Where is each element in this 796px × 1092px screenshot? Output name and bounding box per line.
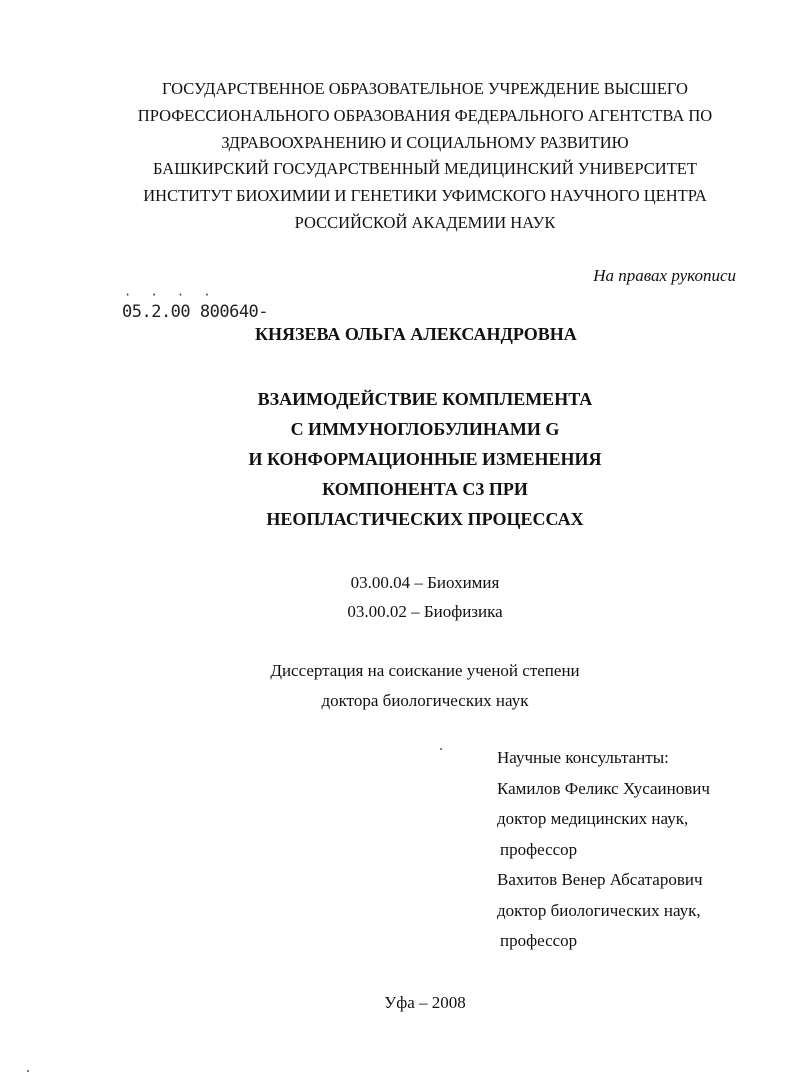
consultant-degree: доктор биологических наук, [497,900,701,920]
manuscript-rights-note: На правах рукописи [593,266,736,285]
degree-statement [0,656,796,716]
institution-line: ГОСУДАРСТВЕННОЕ ОБРАЗОВАТЕЛЬНОЕ УЧРЕЖДЕНИЕ ВЫСШЕГО [162,79,688,98]
consultants-heading: Научные консультанты: [497,748,669,767]
consultant-name: Камилов Феликс Хусаинович [497,778,710,798]
author-name: КНЯЗЕВА ОЛЬГА АЛЕКСАНДРОВНА [255,324,577,344]
institution-line: ПРОФЕССИОНАЛЬНОГО ОБРАЗОВАНИЯ ФЕДЕРАЛЬНОГО АГЕНТСТВА ПО [137,105,713,125]
institution-line: ИНСТИТУТ БИОХИМИИ И ГЕНЕТИКИ УФИМСКОГО НАУЧНОГО ЦЕНТРА [143,186,707,206]
scan-speck [440,748,442,750]
institution-line: ЗДРАВООХРАНЕНИЮ И СОЦИАЛЬНОМУ РАЗВИТИЮ [221,132,629,152]
title-line: С ИММУНОГЛОБУЛИНАМИ G [290,419,560,439]
consultant-title: профессор [500,839,578,859]
degree-line: Диссертация на соискание ученой степени [270,661,580,680]
library-stamp-number: 05.2.00 800640- [122,302,269,322]
title-line: И КОНФОРМАЦИОННЫЕ ИЗМЕНЕНИЯ [248,449,602,469]
specialty-biophysics: 03.00.02 – Биофизика [347,602,503,621]
city-year: Уфа – 2008 [384,993,466,1012]
title-line: ВЗАИМОДЕЙСТВИЕ КОМПЛЕМЕНТА [257,389,593,409]
specialty-codes [0,568,796,626]
consultant-name: Вахитов Венер Абсатарович [497,870,703,889]
consultant-degree: доктор медицинских наук, [497,809,689,828]
scan-speck [27,1070,29,1072]
degree-line: доктора биологических наук [321,691,529,710]
institution-line: РОССИЙСКОЙ АКАДЕМИИ НАУК [294,212,556,232]
institution-header [0,76,796,237]
stamp-dots: · · · · [124,288,217,302]
institution-line: БАШКИРСКИЙ ГОСУДАРСТВЕННЫЙ МЕДИЦИНСКИЙ УНИВЕРСИТЕТ [153,159,697,179]
scientific-consultants [497,743,710,957]
title-line: КОМПОНЕНТА С3 ПРИ [322,479,528,499]
consultant-title: профессор [500,931,578,950]
title-line: НЕОПЛАСТИЧЕСКИХ ПРОЦЕССАХ [266,509,584,529]
specialty-biochemistry: 03.00.04 – Биохимия [350,573,500,592]
dissertation-title [0,384,796,534]
